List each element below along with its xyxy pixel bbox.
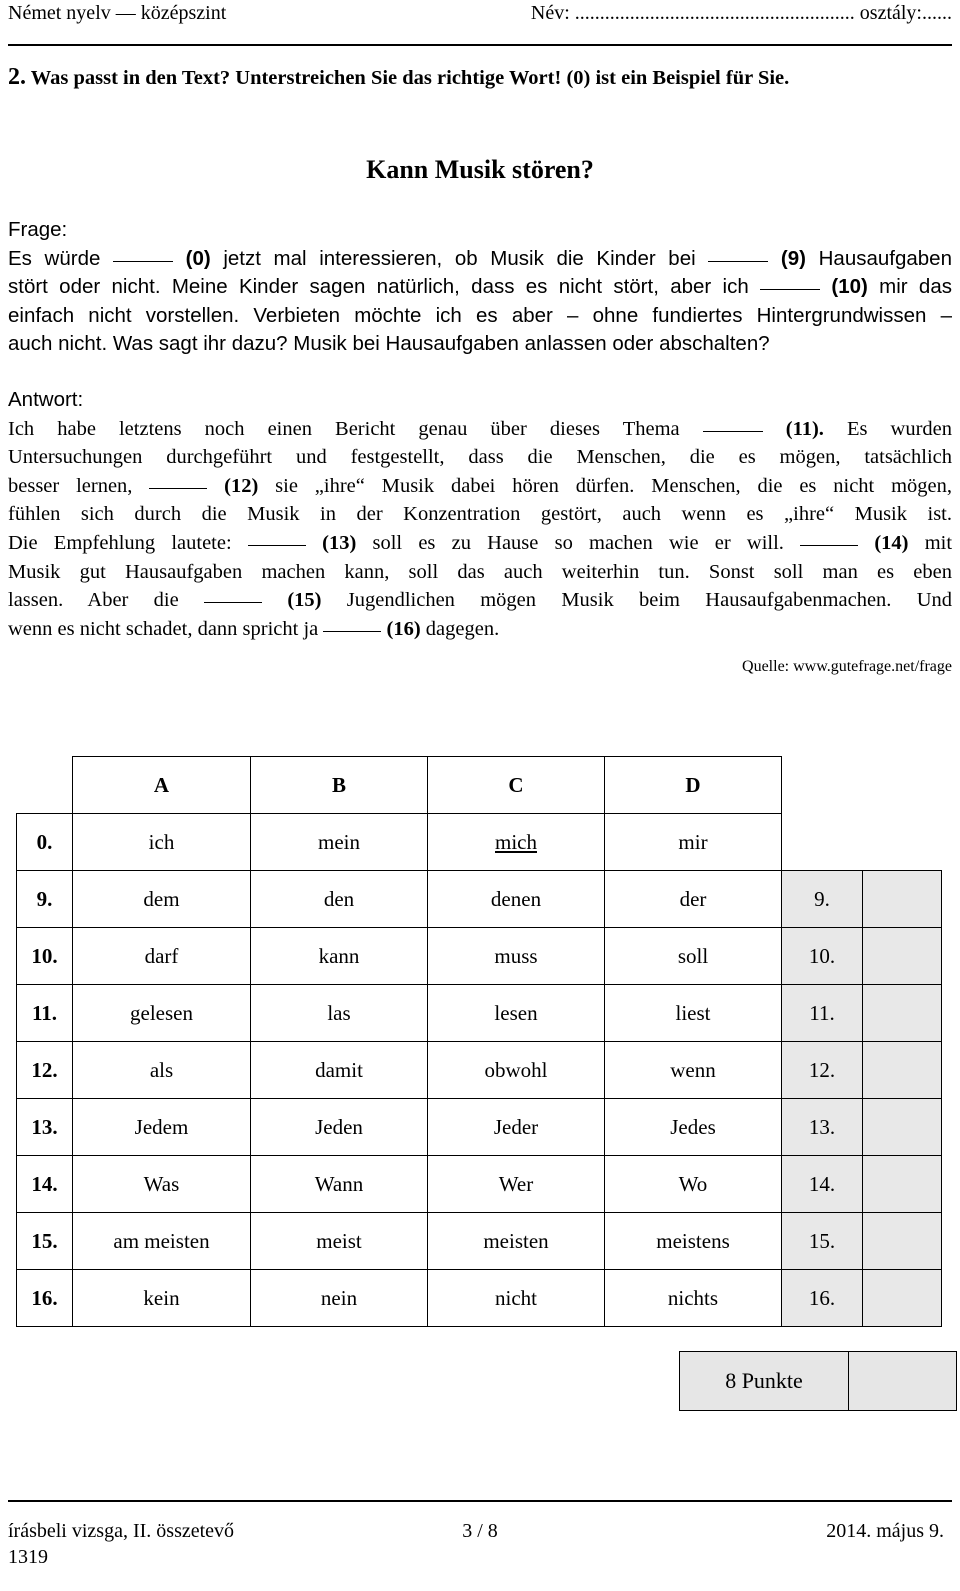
option-b[interactable]: Wann — [251, 1156, 428, 1213]
text-segment: mit — [924, 531, 953, 554]
option-row-16 — [17, 1270, 942, 1327]
footer-date: 2014. május 9. — [826, 1520, 944, 1542]
header-name-class-field: Név: ........................................................ osztály:...... — [530, 2, 952, 24]
task-instruction-text: Was passt in den Text? Unterstreichen Sie das richtige Wort! (0) ist ein Beispiel für Sie. — [30, 67, 790, 89]
option-c[interactable]: muss — [428, 928, 605, 985]
score-box[interactable] — [863, 871, 942, 928]
empty-cell — [863, 757, 942, 814]
text-segment: mir das — [879, 275, 952, 299]
blank-gap — [113, 260, 173, 262]
row-number: 15. — [17, 1213, 73, 1270]
text-segment: auch nicht. Was sagt ihr dazu? Musik bei Hausaufgaben anlassen oder abschalten? — [8, 332, 770, 356]
option-a[interactable]: darf — [73, 928, 251, 985]
antwort-line-5 — [8, 529, 952, 558]
option-a[interactable]: Was — [73, 1156, 251, 1213]
score-box[interactable] — [863, 985, 942, 1042]
text-segment: jetzt mal interessieren, ob Musik die Kinder bei — [223, 246, 696, 270]
answer-number-label: 12. — [782, 1042, 863, 1099]
frage-line-4 — [8, 330, 952, 359]
option-c-underlined[interactable] — [428, 814, 605, 871]
option-d[interactable]: mir — [605, 814, 782, 871]
task-number: 2. — [8, 64, 26, 90]
option-c[interactable]: obwohl — [428, 1042, 605, 1099]
option-a[interactable]: am meisten — [73, 1213, 251, 1270]
text-segment: besser lernen, — [8, 474, 133, 497]
answer-number-label: 10. — [782, 928, 863, 985]
option-b[interactable]: mein — [251, 814, 428, 871]
blank-gap — [204, 601, 262, 603]
option-row-14 — [17, 1156, 942, 1213]
answer-number-label: 16. — [782, 1270, 863, 1327]
points-label: 8 Punkte — [680, 1352, 849, 1411]
option-b[interactable]: damit — [251, 1042, 428, 1099]
column-header-d: D — [605, 757, 782, 814]
text-segment: wenn es nicht schadet, dann spricht ja — [8, 617, 319, 640]
gap-number: (13) — [322, 531, 357, 554]
option-b[interactable]: las — [251, 985, 428, 1042]
option-b[interactable]: nein — [251, 1270, 428, 1327]
text-segment: Es wurden — [846, 417, 953, 440]
source-citation: Quelle: www.gutefrage.net/frage — [742, 658, 952, 675]
score-box[interactable] — [863, 1099, 942, 1156]
points-score-box[interactable] — [849, 1352, 957, 1411]
row-number: 12. — [17, 1042, 73, 1099]
row-number: 13. — [17, 1099, 73, 1156]
option-c[interactable]: Jeder — [428, 1099, 605, 1156]
column-header-b: B — [251, 757, 428, 814]
text-segment: soll es zu Hause so machen wie er will. — [372, 531, 784, 554]
empty-cell — [782, 814, 863, 871]
blank-gap — [149, 487, 207, 489]
header-subject: Német nyelv — középszint — [8, 2, 227, 24]
antwort-line-4 — [8, 500, 952, 529]
footer-page-number: 3 / 8 — [462, 1520, 498, 1542]
text-segment: Untersuchungen durchgeführt und festgestellt, dass die Menschen, die es mögen, tatsächlich — [8, 446, 952, 469]
options-table — [16, 756, 942, 1327]
frage-line-1 — [8, 245, 952, 274]
points-box — [679, 1351, 957, 1411]
option-row-10 — [17, 928, 942, 985]
text-segment: Musik gut Hausaufgaben machen kann, soll das auch weiterhin tun. Sonst soll man es eben — [8, 560, 952, 583]
task-instruction — [8, 64, 789, 91]
option-c[interactable]: nicht — [428, 1270, 605, 1327]
footer-code: 1319 — [8, 1546, 48, 1568]
frage-line-3 — [8, 302, 952, 331]
option-d[interactable]: Wo — [605, 1156, 782, 1213]
blank-gap — [760, 288, 820, 290]
option-a[interactable]: gelesen — [73, 985, 251, 1042]
score-box[interactable] — [863, 1213, 942, 1270]
frage-line-2 — [8, 273, 952, 302]
answer-paragraph — [8, 386, 952, 643]
blank-gap — [800, 544, 858, 546]
gap-number: (10) — [831, 275, 868, 299]
gap-number: (0) — [185, 246, 211, 270]
row-number: 0. — [17, 814, 73, 871]
example-row — [17, 814, 942, 871]
gap-number: (15) — [287, 589, 322, 612]
gap-number: (12) — [224, 474, 259, 497]
answer-number-label: 13. — [782, 1099, 863, 1156]
score-box[interactable] — [863, 1270, 942, 1327]
options-header-row — [17, 757, 942, 814]
option-b[interactable]: kann — [251, 928, 428, 985]
blank-gap — [703, 430, 763, 432]
score-box[interactable] — [863, 928, 942, 985]
option-b[interactable]: Jeden — [251, 1099, 428, 1156]
frage-label: Frage: — [8, 218, 68, 241]
antwort-line-1 — [8, 415, 952, 444]
option-c[interactable]: denen — [428, 871, 605, 928]
row-number: 11. — [17, 985, 73, 1042]
option-d[interactable]: Jedes — [605, 1099, 782, 1156]
answer-number-label: 14. — [782, 1156, 863, 1213]
antwort-line-3 — [8, 472, 952, 501]
footer-exam-part: írásbeli vizsga, II. összetevő — [8, 1520, 235, 1542]
text-segment: sie „ihre“ Musik dabei hören dürfen. Menschen, die es nicht mögen, — [275, 474, 953, 497]
gap-number: (14) — [874, 531, 909, 554]
text-segment: Ich habe letztens noch einen Bericht genau über dieses Thema — [8, 417, 680, 440]
option-d[interactable]: liest — [605, 985, 782, 1042]
antwort-line-7 — [8, 586, 952, 615]
option-row-11 — [17, 985, 942, 1042]
text-segment: dagegen. — [425, 617, 500, 640]
option-d[interactable]: soll — [605, 928, 782, 985]
option-b[interactable]: meist — [251, 1213, 428, 1270]
antwort-line-8 — [8, 615, 952, 644]
option-row-15 — [17, 1213, 942, 1270]
text-segment: stört oder nicht. Meine Kinder sagen natürlich, dass es nicht stört, aber ich — [8, 275, 749, 299]
empty-cell — [863, 814, 942, 871]
score-box[interactable] — [863, 1042, 942, 1099]
row-number: 10. — [17, 928, 73, 985]
text-segment: lassen. Aber die — [8, 589, 179, 612]
blank-gap — [323, 630, 381, 632]
column-header-c: C — [428, 757, 605, 814]
option-d[interactable]: nichts — [605, 1270, 782, 1327]
row-number: 9. — [17, 871, 73, 928]
option-a[interactable]: ich — [73, 814, 251, 871]
column-header-a: A — [73, 757, 251, 814]
option-row-9 — [17, 871, 942, 928]
option-d[interactable]: der — [605, 871, 782, 928]
selected-answer: mich — [495, 829, 537, 854]
empty-cell — [782, 757, 863, 814]
empty-cell — [17, 757, 73, 814]
option-d[interactable]: meistens — [605, 1213, 782, 1270]
header-rule — [8, 44, 952, 46]
text-segment: Jugendlichen mögen Musik beim Hausaufgabenmachen. Und — [346, 589, 953, 612]
row-number: 14. — [17, 1156, 73, 1213]
blank-gap — [248, 544, 306, 546]
option-c[interactable]: meisten — [428, 1213, 605, 1270]
text-segment: Es würde — [8, 246, 101, 270]
option-b[interactable]: den — [251, 871, 428, 928]
text-segment: Hausaufgaben — [818, 246, 952, 270]
footer-rule — [8, 1500, 952, 1502]
row-number: 16. — [17, 1270, 73, 1327]
antwort-line-2 — [8, 443, 952, 472]
option-a[interactable]: als — [73, 1042, 251, 1099]
text-segment: einfach nicht vorstellen. Verbieten möchte ich es aber – ohne fundiertes Hintergrundwissen – — [8, 303, 952, 327]
option-row-12 — [17, 1042, 942, 1099]
text-segment: Die Empfehlung lautete: — [8, 531, 232, 554]
option-d[interactable]: wenn — [605, 1042, 782, 1099]
answer-number-label: 11. — [782, 985, 863, 1042]
antwort-label: Antwort: — [8, 388, 84, 411]
text-title: Kann Musik stören? — [366, 155, 594, 184]
option-a[interactable]: dem — [73, 871, 251, 928]
option-a[interactable]: kein — [73, 1270, 251, 1327]
option-row-13 — [17, 1099, 942, 1156]
antwort-line-6 — [8, 558, 952, 587]
gap-number: (11). — [785, 417, 824, 440]
score-box[interactable] — [863, 1156, 942, 1213]
question-paragraph — [8, 216, 952, 359]
answer-number-label: 9. — [782, 871, 863, 928]
option-a[interactable]: Jedem — [73, 1099, 251, 1156]
option-c[interactable]: lesen — [428, 985, 605, 1042]
gap-number: (16) — [386, 617, 421, 640]
text-segment: fühlen sich durch die Musik in der Konzentration gestört, auch wenn es „ihre“ Musik ist. — [8, 503, 952, 526]
gap-number: (9) — [780, 246, 806, 270]
answer-number-label: 15. — [782, 1213, 863, 1270]
option-c[interactable]: Wer — [428, 1156, 605, 1213]
blank-gap — [708, 260, 768, 262]
